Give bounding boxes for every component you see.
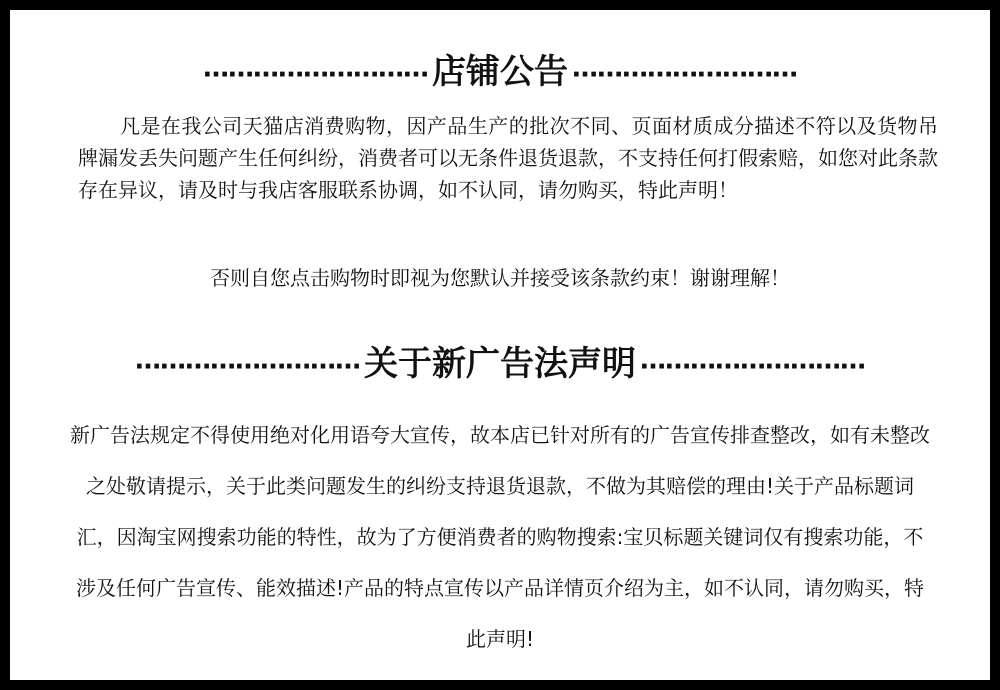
store-notice-title: 店铺公告 (432, 52, 568, 92)
dotted-rule-right: ……………………… (640, 345, 865, 376)
ad-law-body: 新广告法规定不得使用绝对化用语夸大宣传，故本店已针对所有的广告宣传排查整改，如有未整改之处敬请提示，关于此类问题发生的纠纷支持退货退款，不做为其赔偿的理由!关于产品标题词汇，因淘宝网搜索功能的特性，故为了方便消费者的购物搜索:宝贝标题关键词仅有搜索功能，不涉及任何广告宣传、能效描述!产品的特点宣传以产品详情页介绍为主，如不认同，请勿购买，特此声明! (70, 423, 930, 651)
ad-law-title: 关于新广告法声明 (364, 344, 636, 384)
store-notice-heading (10, 44, 990, 93)
store-notice-footer: 否则自您点击购物时即视为您默认并接受该条款约束！谢谢理解！ (210, 266, 790, 290)
dotted-rule-right: ……………………… (572, 53, 797, 84)
store-notice-body: 凡是在我公司天猫店消费购物，因产品生产的批次不同、页面材质成分描述不符以及货物吊牌漏发丢失问题产生任何纠纷，消费者可以无条件退货退款，不支持任何打假索赔，如您对此条款存在异议，请及时与我店客服联系协调，如不认同，请勿购买，特此声明！ (78, 114, 938, 202)
dotted-rule-left: ……………………… (135, 345, 360, 376)
dotted-rule-left: ……………………… (203, 53, 428, 84)
ad-law-heading (10, 336, 990, 385)
notice-board (10, 10, 990, 680)
